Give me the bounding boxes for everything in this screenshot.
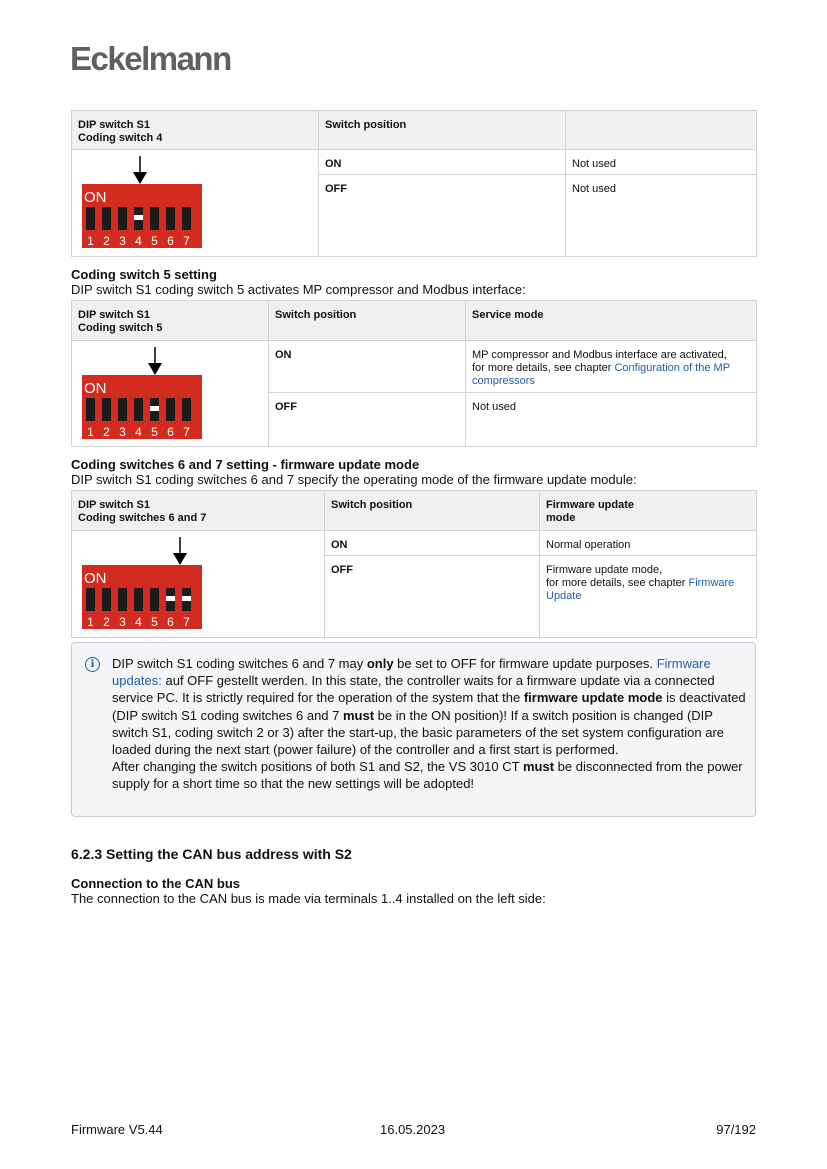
switch-position-off: OFF [325, 556, 540, 638]
svg-text:3: 3 [119, 425, 126, 439]
svg-text:2: 2 [103, 425, 110, 439]
coding-switch-5-table [71, 300, 757, 447]
switch-position-on: ON [269, 341, 466, 393]
switch-position-off: OFF [269, 393, 466, 447]
svg-text:7: 7 [183, 425, 190, 439]
can-bus-connection-section [71, 876, 546, 906]
table-header-cell: Switch position [325, 491, 540, 531]
svg-text:1: 1 [87, 234, 94, 248]
svg-text:4: 4 [135, 425, 142, 439]
svg-text:6: 6 [167, 615, 174, 629]
section-heading: Coding switches 6 and 7 setting - firmware update mode [71, 457, 420, 472]
firmware-mode-value: Normal operation [540, 531, 757, 556]
dip-switch-on-label: ON [84, 570, 107, 587]
svg-text:7: 7 [183, 615, 190, 629]
eckelmann-logo: Eckelmann [70, 40, 231, 77]
table-header-cell: Service mode [466, 301, 757, 341]
switch-position-on: ON [325, 531, 540, 556]
dip-switch-image-cell [72, 531, 325, 638]
dip-switch-on-label: ON [84, 189, 107, 206]
footer-firmware-version: Firmware V5.44 [71, 1122, 163, 1137]
table-header-cell: Firmware update mode [540, 491, 757, 531]
coding-switches-6-7-table [71, 490, 757, 638]
footer-date: 16.05.2023 [380, 1122, 446, 1137]
svg-text:2: 2 [103, 615, 110, 629]
svg-text:2: 2 [103, 234, 110, 248]
switch-value: Not used [466, 393, 757, 447]
firmware-mode-description: Firmware update mode, for more details, see chapter Firmware Update [540, 556, 757, 638]
firmware-updates-link[interactable]: Firmware updates: [112, 656, 711, 689]
switch-value: Not used [566, 150, 757, 175]
coding-switches-6-7-section [71, 457, 637, 487]
section-text: DIP switch S1 coding switch 5 activates MP compressor and Modbus interface: [71, 282, 526, 297]
switch-position-off: OFF [319, 175, 566, 257]
table-header-cell [566, 111, 757, 150]
svg-text:4: 4 [135, 615, 142, 629]
section-text: The connection to the CAN bus is made via terminals 1..4 installed on the left side: [71, 891, 546, 906]
svg-text:4: 4 [135, 234, 142, 248]
table-header-cell: DIP switch S1 Coding switches 6 and 7 [72, 491, 325, 531]
svg-text:5: 5 [151, 425, 158, 439]
svg-text:7: 7 [183, 234, 190, 248]
svg-text:5: 5 [151, 234, 158, 248]
info-icon: i [85, 657, 100, 672]
section-subheading: Connection to the CAN bus [71, 876, 240, 891]
service-mode-description: MP compressor and Modbus interface are activated, for more details, see chapter Configuration of the MP compressors [466, 341, 757, 393]
table-header-cell: Switch position [269, 301, 466, 341]
svg-text:5: 5 [151, 615, 158, 629]
info-note-box [71, 642, 756, 817]
section-text: DIP switch S1 coding switches 6 and 7 specify the operating mode of the firmware update module: [71, 472, 637, 487]
section-heading: Coding switch 5 setting [71, 267, 217, 282]
svg-text:1: 1 [87, 615, 94, 629]
configuration-mp-compressors-link[interactable]: Configuration of the MP compressors [472, 362, 730, 387]
switch-value: Not used [566, 175, 757, 257]
dip-switch-6-7-graphic [82, 537, 202, 629]
svg-text:6: 6 [167, 234, 174, 248]
svg-text:3: 3 [119, 615, 126, 629]
svg-text:1: 1 [87, 425, 94, 439]
dip-switch-image-cell [72, 341, 269, 447]
dip-switch-image-cell [72, 150, 319, 257]
table-header-cell: DIP switch S1 Coding switch 4 [72, 111, 319, 150]
firmware-update-link[interactable]: Firmware Update [546, 577, 735, 602]
coding-switch-5-section [71, 267, 526, 297]
dip-switch-on-label: ON [84, 380, 107, 397]
coding-switch-4-table [71, 110, 757, 257]
svg-text:6: 6 [167, 425, 174, 439]
switch-position-on: ON [319, 150, 566, 175]
section-6-2-3-heading: 6.2.3 Setting the CAN bus address with S2 [71, 846, 352, 862]
footer-page-number: 97/192 [716, 1122, 756, 1137]
info-note-text: DIP switch S1 coding switches 6 and 7 may only be set to OFF for firmware update purposes. Firmware updates: auf OFF gestellt werden. In this state, the controller waits for a firmware update via a connected service PC. It is strictly required for the operation of the system that the firmware update mode is deactivated (DIP switch S1 coding switches 6 and 7 must be in the ON position)! If a switch position is changed (DIP switch S1, coding switch 2 or 3) after the start-up, the basic parameters of the set system configuration are loaded during the next start (power failure) of the controller and a first start is performed. After changing the switch positions of both S1 and S2, the VS 3010 CT must be disconnected from the power supply for a short time so that the new settings will be adopted! [112, 656, 746, 792]
dip-switch-5-graphic [82, 347, 202, 439]
dip-switch-4-graphic [82, 156, 202, 248]
svg-text:3: 3 [119, 234, 126, 248]
table-header-cell: Switch position [319, 111, 566, 150]
table-header-cell: DIP switch S1 Coding switch 5 [72, 301, 269, 341]
